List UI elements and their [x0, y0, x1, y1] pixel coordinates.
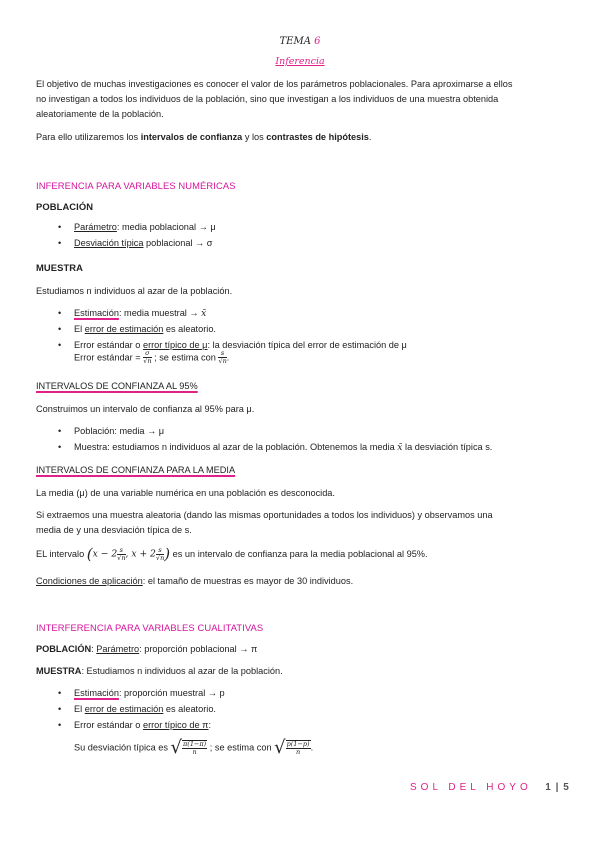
fraction-pi: $\frac{\pi(1-\pi)}{n}$	[183, 739, 207, 756]
heading-ic95: INTERVALOS DE CONFIANZA AL 95%	[36, 381, 198, 391]
intro-line-1: El objetivo de muchas investigaciones es conocer el valor de los parámetros poblacionales. Para aproximarse a ellos	[36, 79, 513, 89]
doc-subtitle: Inferencia	[275, 56, 325, 67]
bullet-dot: •	[58, 720, 62, 730]
bullet-ic95-muestra: Muestra: estudiamos n individuos al azar de la población. Obtenemos la media x̄ la desviación típica s.	[74, 442, 493, 453]
fraction-s: $\frac{s}{√n}$	[218, 349, 227, 365]
bullet-dot: •	[58, 324, 62, 334]
term-contrastes: contrastes de hipótesis	[266, 132, 369, 142]
sqrt-sign: √	[274, 737, 286, 758]
bullet-dot: •	[58, 426, 62, 436]
bullet-dot: •	[58, 238, 62, 248]
fraction-s-right: $\frac{s}{√n}$	[155, 545, 165, 562]
label-muestra: MUESTRA	[36, 262, 84, 273]
doc-title	[0, 36, 600, 47]
footer-author: SOL DEL HOYO	[410, 782, 532, 793]
paren-close: )	[164, 545, 171, 563]
bullet-dot: •	[58, 442, 62, 452]
heading-ic-media: INTERVALOS DE CONFIANZA PARA LA MEDIA	[36, 465, 236, 475]
fraction-p: $\frac{p(1-p)}{n}$	[286, 739, 310, 756]
ic95-line: Construimos un intervalo de confianza al 95% para μ.	[36, 404, 255, 414]
bullet-dot: •	[58, 308, 62, 318]
bullet-error: El error de estimación es aleatorio.	[74, 324, 216, 334]
intro-line-3: aleatoriamente de la población.	[36, 109, 164, 119]
muestra-line: Estudiamos n individuos al azar de la población.	[36, 286, 233, 296]
heading-cualitativas: INTERFERENCIA PARA VARIABLES CUALITATIVAS	[36, 622, 264, 633]
bullet-dot: •	[58, 340, 62, 350]
label-poblacion: POBLACIÓN	[36, 201, 94, 212]
bullet-desviacion: Desviación típica poblacional → σ	[74, 238, 213, 248]
icmedia-p1: La media (μ) de una variable numérica en una población es desconocida.	[36, 488, 335, 498]
fraction-s-left: $\frac{s}{√n}$	[117, 545, 126, 562]
bullet-dot: •	[58, 222, 62, 232]
bullet-cual-estimacion: Estimación: proporción muestral → p	[74, 688, 225, 698]
intro-paragraph-2: Para ello utilizaremos los intervalos de confianza y los contrastes de hipótesis.	[36, 132, 372, 142]
bullet-dot: •	[58, 688, 62, 698]
bullet-cual-error: El error de estimación es aleatorio.	[74, 704, 216, 714]
footer	[410, 782, 570, 793]
bullet-estimacion: Estimación: media muestral → x̄	[74, 308, 207, 319]
heading-numericas: INFERENCIA PARA VARIABLES NUMÉRICAS	[36, 180, 236, 191]
cual-poblacion: POBLACIÓN: Parámetro: proporción poblacional → π	[36, 644, 258, 654]
title-tema: TEMA	[279, 36, 311, 47]
fraction-sigma: $\frac{\sigma}{√n}$	[143, 349, 152, 365]
cual-muestra: MUESTRA: Estudiamos n individuos al azar de la población.	[36, 666, 283, 676]
intro-line-2: no investigan a todos los individuos de la población, sino que investigan a los individuos de una muestra obtenida	[36, 94, 499, 104]
sqrt-sign: √	[170, 737, 183, 758]
icmedia-interval: EL intervalo (x − 2 $\frac{s}{√n}$ , x + 2 $\frac{s}{√n}$ ) es un intervalo de confianza para la media poblacional al 95%.	[36, 545, 428, 563]
footer-page-number: 1 | 5	[545, 782, 570, 793]
formula-cual-desviacion: Su desviación típica es √ $\frac{\pi(1-\pi)}{n}$ ; se estima con √ $\frac{p(1-p)}{n}$ .	[74, 737, 314, 758]
bullet-parametro: Parámetro: media poblacional → μ	[74, 222, 216, 232]
bullet-cual-error-estandar: Error estándar o error típico de π:	[74, 720, 212, 730]
paren-open: (	[86, 545, 93, 563]
term-intervalos: intervalos de confianza	[140, 132, 243, 142]
bullet-dot: •	[58, 704, 62, 714]
formula-error-estandar: Error estándar = $\frac{\sigma}{√n}$ ; se estima con $\frac{s}{√n}$ .	[74, 349, 230, 365]
title-number: 6	[314, 36, 321, 47]
icmedia-condiciones: Condiciones de aplicación: el tamaño de muestras es mayor de 30 individuos.	[36, 576, 354, 586]
bullet-error-estandar: Error estándar o error típico de μ: la desviación típica del error de estimación de μ	[74, 340, 407, 350]
icmedia-p2a: Si extraemos una muestra aleatoria (dando las mismas oportunidades a todos los individuos) y observamos una	[36, 510, 493, 520]
bullet-ic95-poblacion: Población: media → μ	[74, 426, 165, 436]
icmedia-p2b: media de y una desviación típica de s.	[36, 525, 192, 535]
